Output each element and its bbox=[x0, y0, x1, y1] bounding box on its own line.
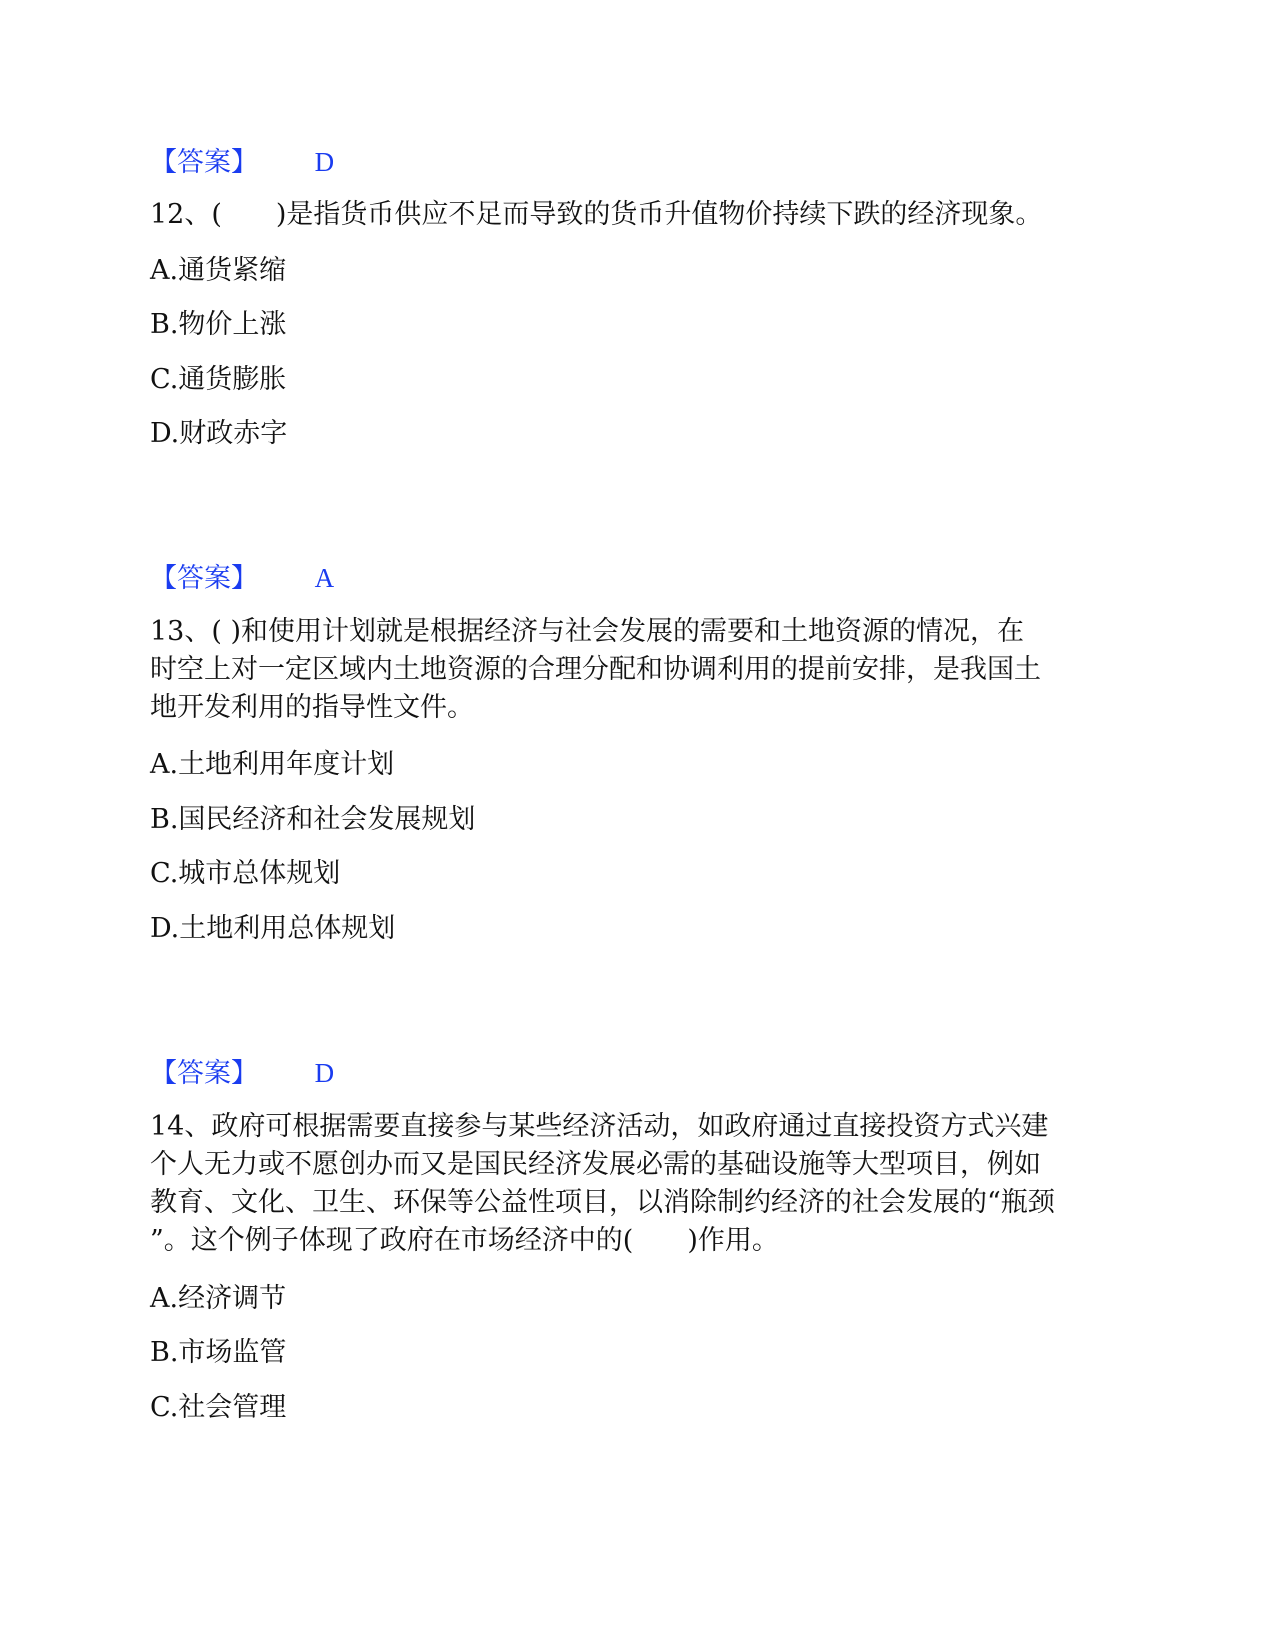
question-14-stem-line-2: 个人无力或不愿创办而又是国民经济发展必需的基础设施等大型项目，例如 bbox=[150, 1149, 1041, 1180]
question-12-option-d: D.财政赤字 bbox=[150, 418, 288, 449]
question-14-stem-line-4: ”。这个例子体现了政府在市场经济中的( )作用。 bbox=[150, 1225, 779, 1256]
answer-letter: D bbox=[314, 1058, 335, 1088]
question-13-stem-line-1: 13、( )和使用计划就是根据经济与社会发展的需要和土地资源的情况，在 bbox=[150, 616, 1025, 647]
question-13-option-b: B.国民经济和社会发展规划 bbox=[150, 804, 476, 835]
question-13-option-a: A.土地利用年度计划 bbox=[150, 749, 395, 780]
question-14-stem-line-1: 14、政府可根据需要直接参与某些经济活动，如政府通过直接投资方式兴建 bbox=[150, 1111, 1049, 1142]
question-14-option-c: C.社会管理 bbox=[150, 1392, 287, 1423]
question-14-option-a: A.经济调节 bbox=[150, 1283, 287, 1314]
answer-tag: 【答案】 bbox=[150, 563, 258, 594]
question-12-option-b: B.物价上涨 bbox=[150, 309, 287, 340]
answer-tag: 【答案】 bbox=[150, 147, 258, 178]
question-14-stem-line-3: 教育、文化、卫生、环保等公益性项目，以消除制约经济的社会发展的“瓶颈 bbox=[150, 1187, 1055, 1218]
answer-letter: A bbox=[314, 563, 335, 593]
question-13-option-c: C.城市总体规划 bbox=[150, 858, 341, 889]
question-13-option-d: D.土地利用总体规划 bbox=[150, 913, 396, 944]
answer-tag: 【答案】 bbox=[150, 1058, 258, 1089]
question-13-stem-line-2: 时空上对一定区域内土地资源的合理分配和协调利用的提前安排，是我国土 bbox=[150, 654, 1041, 685]
question-14-option-b: B.市场监管 bbox=[150, 1337, 287, 1368]
answer-line bbox=[150, 142, 334, 182]
answer-letter: D bbox=[314, 147, 335, 177]
answer-line bbox=[150, 1053, 334, 1093]
question-13-stem-line-3: 地开发利用的指导性文件。 bbox=[150, 692, 474, 723]
answer-line bbox=[150, 558, 334, 598]
question-12-option-a: A.通货紧缩 bbox=[150, 255, 287, 286]
question-12-stem: 12、( )是指货币供应不足而导致的货币升值物价持续下跌的经济现象。 bbox=[150, 199, 1043, 230]
question-12-option-c: C.通货膨胀 bbox=[150, 364, 287, 395]
